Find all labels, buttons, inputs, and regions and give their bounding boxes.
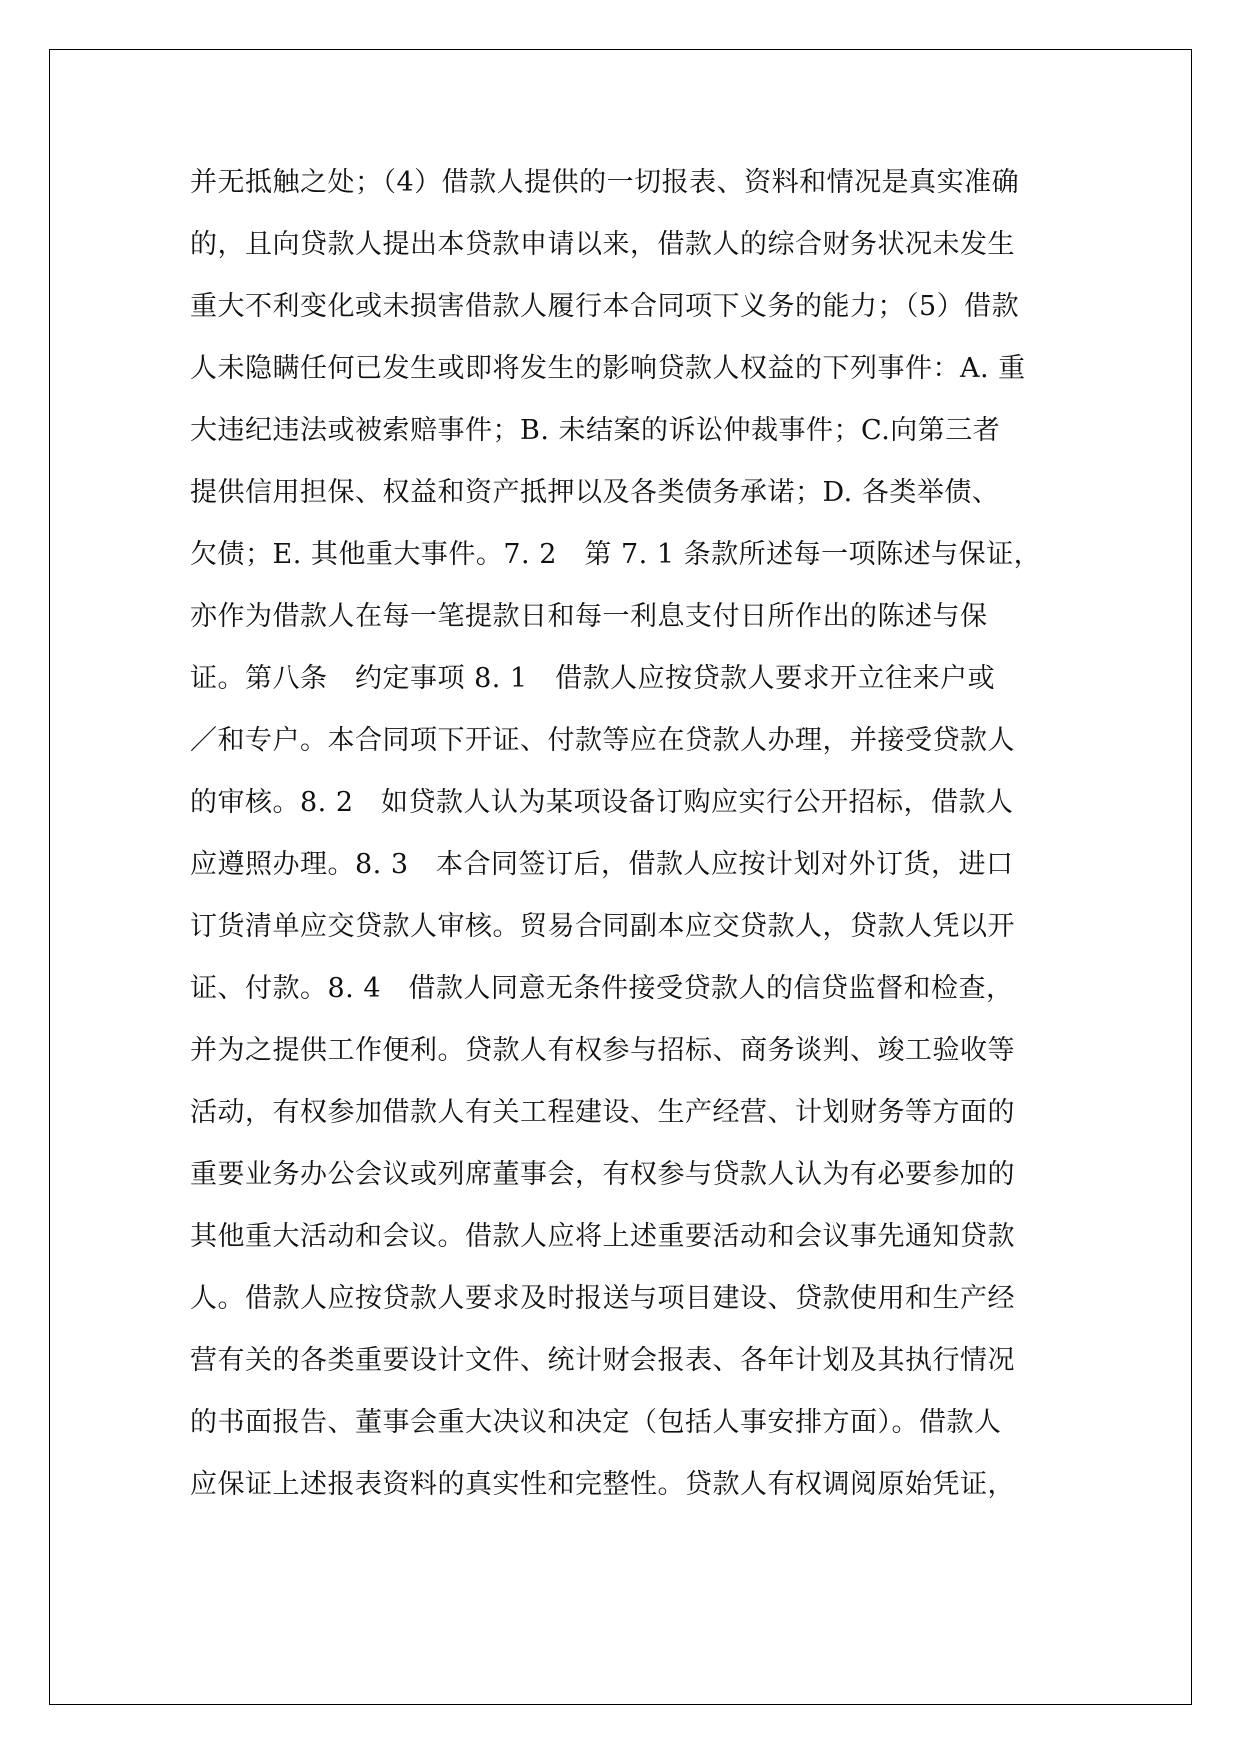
text-line: 证、付款。8. 4 借款人同意无条件接受贷款人的信贷监督和检查， bbox=[190, 973, 1014, 1004]
text-line: ／和专户。本合同项下开证、付款等应在贷款人办理，并接受贷款人 bbox=[190, 725, 1015, 756]
text-line: 人。借款人应按贷款人要求及时报送与项目建设、贷款使用和生产经 bbox=[190, 1283, 1015, 1314]
text-line: 证。第八条 约定事项 8. 1 借款人应按贷款人要求开立往来户或 bbox=[190, 663, 996, 694]
text-line: 活动，有权参加借款人有关工程建设、生产经营、计划财务等方面的 bbox=[190, 1097, 1015, 1128]
text-line: 大违纪违法或被索赔事件；B. 未结案的诉讼仲裁事件；C.向第三者 bbox=[190, 415, 1001, 446]
text-line: 其他重大活动和会议。借款人应将上述重要活动和会议事先通知贷款 bbox=[190, 1221, 1015, 1252]
text-line: 订货清单应交贷款人审核。贸易合同副本应交贷款人，贷款人凭以开 bbox=[190, 911, 1015, 942]
text-line: 重大不利变化或未损害借款人履行本合同项下义务的能力；（5）借款 bbox=[190, 291, 1020, 322]
text-line: 的审核。8. 2 如贷款人认为某项设备订购应实行公开招标，借款人 bbox=[190, 787, 1014, 818]
text-line: 的，且向贷款人提出本贷款申请以来，借款人的综合财务状况未发生 bbox=[190, 229, 1015, 260]
text-line: 亦作为借款人在每一笔提款日和每一利息支付日所作出的陈述与保 bbox=[190, 601, 988, 632]
text-line: 人未隐瞒任何已发生或即将发生的影响贷款人权益的下列事件：A. 重 bbox=[190, 353, 1026, 384]
text-line: 的书面报告、董事会重大决议和决定（包括人事安排方面）。借款人 bbox=[190, 1407, 1002, 1438]
text-line: 应保证上述报表资料的真实性和完整性。贷款人有权调阅原始凭证， bbox=[190, 1469, 1015, 1500]
text-line: 并为之提供工作便利。贷款人有权参与招标、商务谈判、竣工验收等 bbox=[190, 1035, 1015, 1066]
text-line: 并无抵触之处；（4）借款人提供的一切报表、资料和情况是真实准确 bbox=[190, 167, 1020, 198]
text-line: 营有关的各类重要设计文件、统计财会报表、各年计划及其执行情况 bbox=[190, 1345, 1015, 1376]
text-line: 重要业务办公会议或列席董事会，有权参与贷款人认为有必要参加的 bbox=[190, 1159, 1015, 1190]
text-line: 应遵照办理。8. 3 本合同签订后，借款人应按计划对外订货，进口 bbox=[190, 849, 1014, 880]
text-line: 欠债；E. 其他重大事件。7. 2 第 7. 1 条款所述每一项陈述与保证， bbox=[190, 539, 1042, 570]
text-line: 提供信用担保、权益和资产抵押以及各类债务承诺；D. 各类举债、 bbox=[190, 477, 1000, 508]
